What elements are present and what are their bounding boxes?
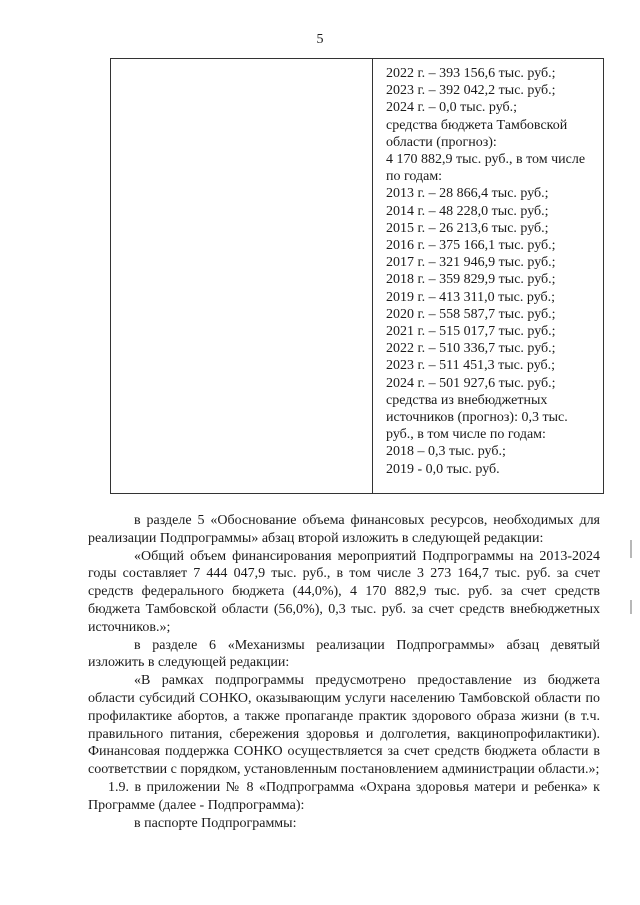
table-left-cell [111, 59, 373, 493]
table-cell-line: 2021 г. – 515 017,7 тыс. руб.; [386, 324, 556, 340]
table-cell-line: 2018 – 0,3 тыс. руб.; [386, 444, 506, 460]
scan-artifact [630, 540, 632, 558]
table-cell-line: 2018 г. – 359 829,9 тыс. руб.; [386, 272, 556, 288]
table-cell-line: 2023 г. – 511 451,3 тыс. руб.; [386, 358, 556, 374]
table-cell-line: 2013 г. – 28 866,4 тыс. руб.; [386, 186, 549, 202]
paragraph: 1.9. в приложении № 8 «Подпрограмма «Охрана здоровья матери и ребенка» к Программе (далее - Подпрограмма): [88, 779, 600, 813]
table-cell-line: 2023 г. – 392 042,2 тыс. руб.; [386, 83, 556, 99]
paragraph: в разделе 6 «Механизмы реализации Подпрограммы» абзац девятый изложить в следующей редакции: [88, 637, 600, 671]
funding-table [110, 58, 604, 494]
table-cell-line: 2024 г. – 0,0 тыс. руб.; [386, 100, 518, 116]
table-cell-line: средства бюджета Тамбовской [386, 117, 568, 133]
paragraph: «Общий объем финансирования мероприятий Подпрограммы на 2013-2024 годы составляет 7 444 047,9 тыс. руб., в том числе 3 273 164,7 тыс. руб. за счет средств федерального бюджета (44,0%), 4 170 882,9 тыс. руб. за счет средств бюджета Тамбовской области (56,0%), 0,3 тыс. руб. за счет средств внебюджетных источников.»; [88, 548, 600, 635]
table-cell-line: 2022 г. – 510 336,7 тыс. руб.; [386, 341, 556, 357]
table-cell-line: источников (прогноз): 0,3 тыс. [386, 410, 568, 426]
paragraph: в разделе 5 «Обоснование объема финансовых ресурсов, необходимых для реализации Подпрограммы» абзац второй изложить в следующей редакции: [88, 513, 600, 546]
table-cell-line: области (прогноз): [386, 134, 497, 150]
table-cell-line: средства из внебюджетных [386, 392, 548, 408]
table-cell-line: 2019 г. – 413 311,0 тыс. руб.; [386, 289, 556, 305]
table-cell-line: по годам: [386, 169, 443, 185]
table-cell-line: 2020 г. – 558 587,7 тыс. руб.; [386, 306, 556, 322]
table-right-cell [373, 59, 603, 493]
table-cell-line: 2024 г. – 501 927,6 тыс. руб.; [386, 375, 556, 391]
paragraph: в паспорте Подпрограммы: [134, 815, 297, 831]
document-body [88, 512, 600, 832]
table-cell-line: 2014 г. – 48 228,0 тыс. руб.; [386, 203, 549, 219]
table-cell-line: руб., в том числе по годам: [386, 427, 546, 443]
table-cell-line: 2015 г. – 26 213,6 тыс. руб.; [386, 220, 549, 236]
table-cell-line: 4 170 882,9 тыс. руб., в том числе [386, 152, 586, 168]
table-cell-line: 2016 г. – 375 166,1 тыс. руб.; [386, 238, 556, 254]
scan-artifact [630, 600, 632, 614]
table-cell-line: 2019 - 0,0 тыс. руб. [386, 461, 500, 477]
page-number: 5 [316, 32, 324, 47]
table-cell-line: 2017 г. – 321 946,9 тыс. руб.; [386, 255, 556, 271]
table-cell-line: 2022 г. – 393 156,6 тыс. руб.; [386, 66, 556, 81]
paragraph: «В рамках подпрограммы предусмотрено предоставление из бюджета области субсидий СОНКО, оказывающим услуги населению Тамбовской области по профилактике абортов, а также пропаганде практик здорового образа жизни (в т.ч. правильного питания, сбережения здоровья и долголетия, вакцинопрофилактики). Финансовая поддержка СОНКО осуществляется за счет средств бюджета области в соответствии с порядком, установленным постановлением администрации области.»; [88, 673, 600, 778]
